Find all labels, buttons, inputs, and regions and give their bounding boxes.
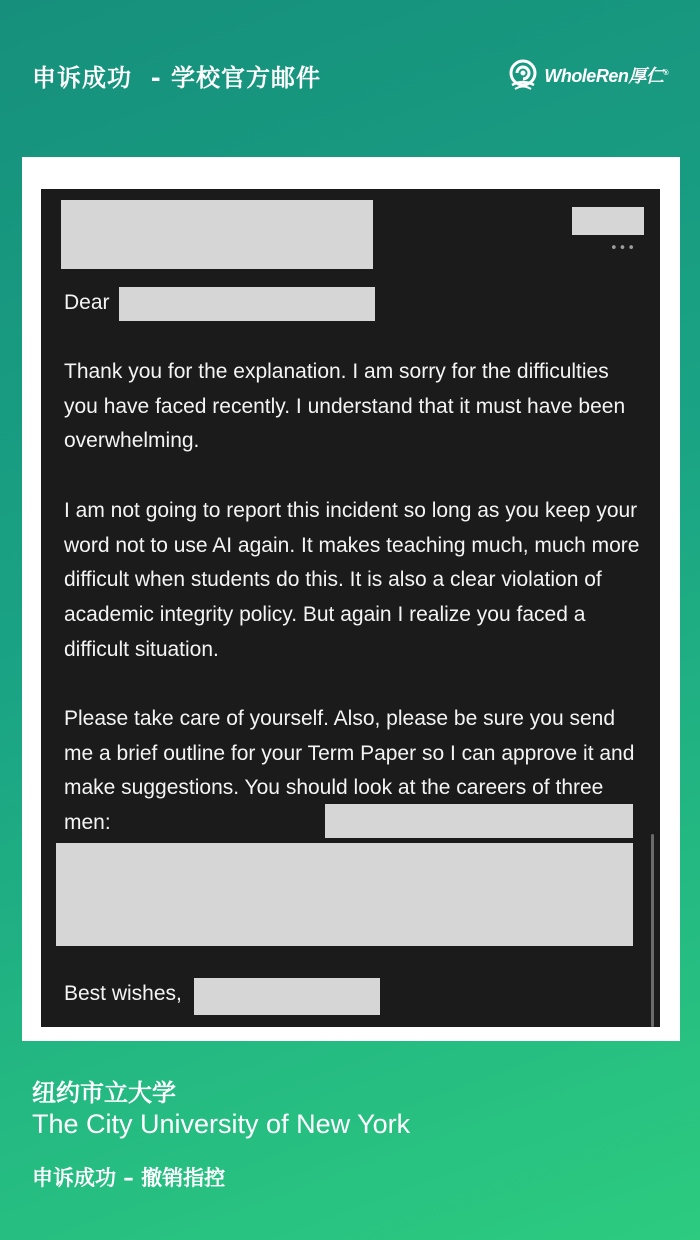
brand-logo — [506, 58, 668, 92]
email-paragraph-3: Please take care of yourself. Also, please be sure you send me a brief outline for your Term Paper so I can approve it and make suggestions. You should look at the careers of three men: — [64, 707, 635, 835]
email-paragraph-1: Thank you for the explanation. I am sorry for the difficulties you have faced recently. I understand that it must have been overwhelming. — [64, 360, 626, 453]
more-horizontal-icon[interactable]: ••• — [610, 241, 637, 256]
email-screenshot — [41, 189, 660, 1027]
appeal-status: 申诉成功 – 撤销指控 — [32, 1166, 226, 1190]
redacted-recipient-name — [119, 287, 375, 321]
scrollbar[interactable] — [651, 834, 654, 1027]
brand-name: WholeRen厚仁® — [544, 66, 668, 86]
school-name-en: The City University of New York — [32, 1109, 411, 1139]
page-title: 申诉成功 - 学校官方邮件 — [32, 64, 322, 92]
email-greeting: Dear — [64, 291, 110, 314]
email-card — [22, 157, 680, 1041]
leaf-swirl-logo-icon — [506, 58, 540, 92]
email-paragraph-2: I am not going to report this incident so long as you keep your word not to use AI again. It makes teaching much, much more difficult when students do this. It is also a clear violation of academic integrity policy. But again I realize you faced a difficult situation. — [64, 499, 640, 661]
redacted-sender — [61, 200, 373, 269]
redacted-names-block — [56, 843, 633, 946]
redacted-signature — [194, 978, 380, 1015]
redacted-timestamp — [572, 207, 644, 235]
redacted-names-inline — [325, 804, 633, 838]
email-signoff: Best wishes, — [64, 982, 182, 1005]
school-name-cn: 纽约市立大学 — [32, 1079, 176, 1107]
